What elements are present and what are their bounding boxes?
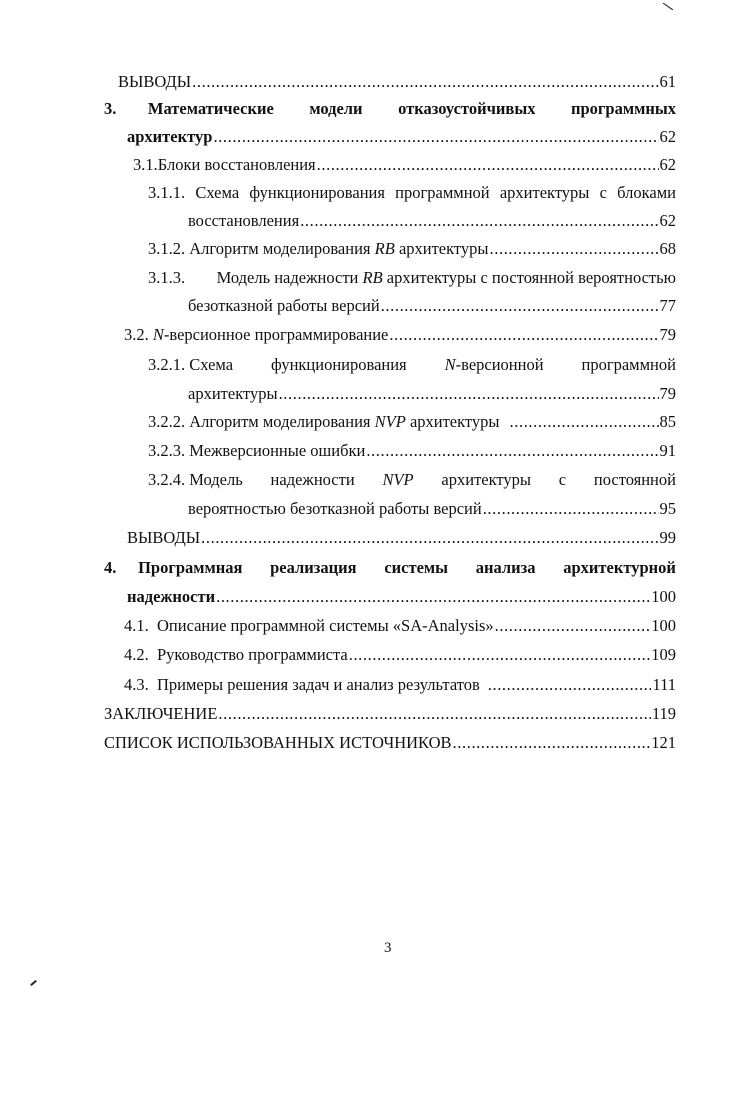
toc-leader-dots [317,155,659,175]
chapter-title-word: архитектурной [563,558,676,577]
toc-word: архитектуры с постоянной вероятностью [386,268,676,287]
toc-word: архитектуры [441,470,531,489]
toc-entry-3-2-2[interactable] [148,412,676,434]
toc-page-number: 109 [651,645,676,664]
toc-page-number: 91 [659,441,676,460]
toc-entry-3-2-4-line1[interactable] [148,470,676,492]
toc-entry-3-1-3-line2[interactable] [188,296,676,318]
toc-word: 3.2.4. Модель [148,470,243,489]
chapter-title-word: программных [571,99,676,118]
chapter-title-word: реализация [270,558,357,577]
toc-chapter-3-line1[interactable] [104,99,676,121]
title-italic: N [444,355,456,374]
toc-entry-title [148,239,489,259]
toc-entry-title: безотказной работы версий [188,296,380,315]
toc-word: функционирования [271,355,407,374]
toc-word: программной [395,183,490,202]
chapter-title-word: модели [309,99,363,118]
chapter-number: 3. [104,99,117,118]
toc-entry-title: восстановления [188,211,300,230]
toc-entry-3-2-1-line2[interactable] [188,384,676,406]
toc-leader-dots [381,296,659,316]
chapter-title-word: отказоустойчивых [398,99,536,118]
title-italic: RB [362,268,383,287]
toc-leader-dots [488,675,652,695]
toc-page-number: 95 [659,499,676,518]
title-text: 3.2.2. Алгоритм моделирования [148,412,371,431]
toc-entry-3-1[interactable] [133,155,676,177]
toc-entry-title: 3.2.3. Межверсионные ошибки [148,441,366,460]
toc-word: надежности [270,470,355,489]
toc-page-number: 111 [652,675,676,694]
toc-page-number: 99 [659,528,676,547]
toc-entry-3-2-4-line2[interactable] [188,499,676,521]
toc-word: блоками [617,183,676,202]
toc-word: с [558,470,567,489]
title-italic: NVP [374,412,406,431]
toc-entry-title: ЗАКЛЮЧЕНИЕ [104,704,218,723]
toc-entry-title [148,412,500,432]
toc-entry-3-2-3[interactable] [148,441,676,463]
toc-entry-4-2[interactable] [124,645,676,667]
toc-entry-3-1-2[interactable] [148,239,676,261]
toc-leader-dots [279,384,659,404]
title-text: архитектуры [409,412,500,431]
toc-entry-3-1-1-line1[interactable] [148,183,676,205]
toc-leader-dots [490,239,659,259]
toc-entry-conclusions-ch3[interactable] [127,528,676,550]
title-italic: N [152,325,164,344]
toc-chapter-3-line2[interactable] [127,127,676,149]
toc-leader-dots [510,412,659,432]
toc-entry-conclusions-ch2[interactable] [118,72,676,94]
toc-leader-dots [495,616,651,636]
toc-entry-references[interactable] [104,733,676,755]
toc-leader-dots [453,733,651,753]
toc-entry-title: 3.1.Блоки восстановления [133,155,316,174]
toc-page-number: 79 [659,325,676,344]
toc-leader-dots [366,441,658,461]
toc-page-number: 62 [659,211,676,230]
chapter-title-word: Программная [138,558,243,577]
chapter-title-word: анализа [475,558,536,577]
toc-entry-title: 4.3. Примеры решения задач и анализ результатов [124,675,480,694]
chapter-number: 4. [104,558,117,577]
toc-entry-3-2-1-line1[interactable] [148,355,676,377]
title-text: -версионное программирование [163,325,389,344]
toc-page-number: 61 [659,72,676,91]
toc-entry-title: архитектуры [188,384,278,403]
toc-leader-dots [218,704,650,724]
toc-page-number: 77 [659,296,676,315]
toc-page-number: 62 [659,155,676,174]
toc-word: постоянной [593,470,676,489]
toc-page-number: 100 [651,587,676,606]
toc-word-group [217,268,676,290]
toc-page-number: 68 [659,239,676,258]
toc-leader-dots [213,127,658,147]
toc-word: функционирования [249,183,385,202]
toc-leader-dots [389,325,658,345]
page-number: 3 [384,940,392,956]
toc-leader-dots [192,72,658,92]
toc-leader-dots [201,528,658,548]
toc-entry-3-1-3-line1[interactable] [148,268,676,290]
toc-word: с [599,183,607,202]
chapter-title-word: системы [384,558,449,577]
toc-word: 3.1.3. [148,268,186,287]
toc-page-number: 100 [651,616,676,635]
toc-word: 3.2.1. Схема [148,355,234,374]
toc-word-group [445,355,544,377]
toc-chapter-4-line2[interactable] [127,587,676,609]
toc-entry-title: 4.2. Руководство программиста [124,645,348,664]
toc-entry-4-1[interactable] [124,616,676,638]
toc-word: архитектуры [499,183,590,202]
toc-leader-dots [216,587,650,607]
toc-entry-title: вероятностью безотказной работы версий [188,499,482,518]
toc-page-number: 62 [659,127,676,146]
toc-entry-title: архитектур [127,127,213,146]
toc-word: Схема [195,183,240,202]
toc-word: программной [581,355,676,374]
toc-entry-conclusion[interactable] [104,704,676,726]
toc-entry-title: ВЫВОДЫ [127,528,201,547]
toc-entry-4-3[interactable] [124,675,676,697]
toc-entry-title: ВЫВОДЫ [118,72,192,91]
toc-entry-title: СПИСОК ИСПОЛЬЗОВАННЫХ ИСТОЧНИКОВ [104,733,452,752]
toc-chapter-4-line1[interactable] [104,558,676,580]
toc-leader-dots [349,645,651,665]
title-text: архитектуры [398,239,489,258]
toc-page-number: 79 [659,384,676,403]
title-text: 3.1.2. Алгоритм моделирования [148,239,371,258]
toc-word: 3.1.1. [148,183,186,202]
toc-page-number: 119 [651,704,676,723]
toc-entry-title: 4.1. Описание программной системы «SA-Analysis» [124,616,494,635]
toc-entry-title [124,325,388,345]
title-italic: NVP [382,470,414,489]
toc-page-number: 85 [659,412,676,431]
toc-entry-title: надежности [127,587,216,606]
toc-word: -версионной [455,355,544,374]
chapter-title-word: Математические [147,99,274,118]
toc-leader-dots [300,211,658,231]
title-italic: RB [374,239,395,258]
toc-entry-3-1-1-line2[interactable] [188,211,676,233]
toc-page-number: 121 [651,733,676,752]
title-text: 3.2. [124,325,149,344]
toc-entry-3-2[interactable] [124,325,676,347]
toc-leader-dots [483,499,659,519]
toc-word: Модель надежности [216,268,359,287]
